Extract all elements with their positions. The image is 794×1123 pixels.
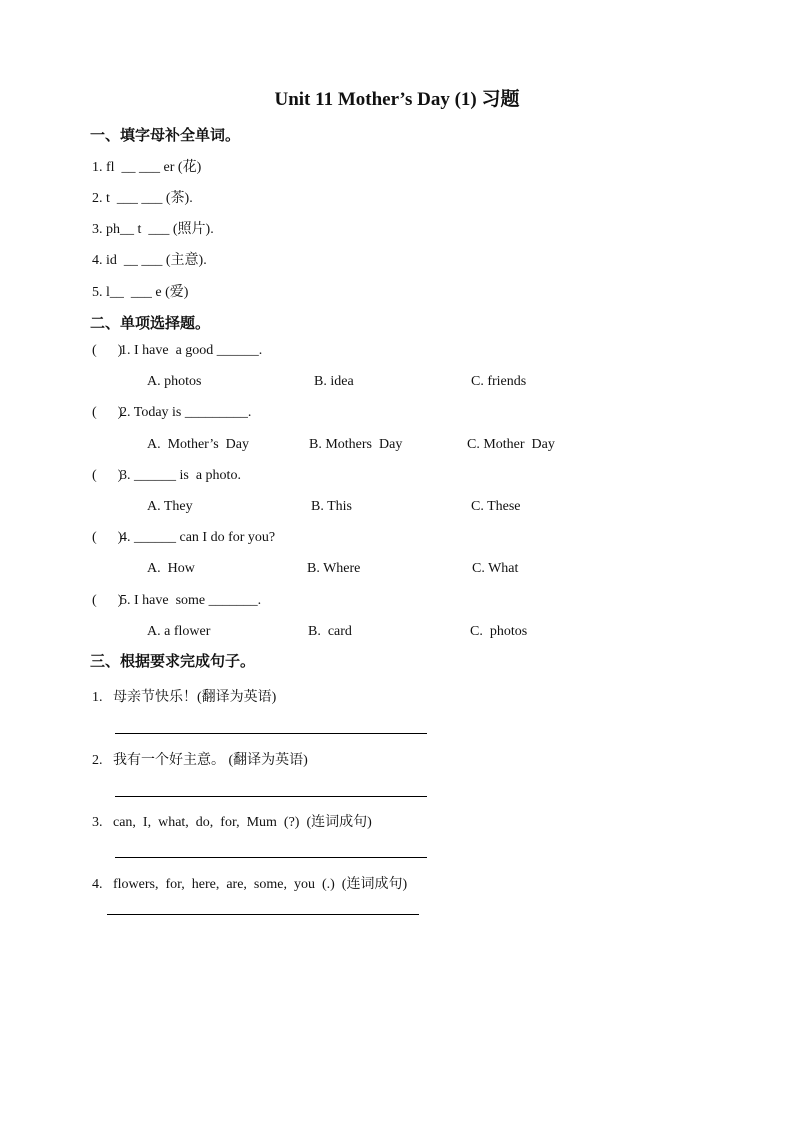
section-1-heading: 一、填字母补全单词。 (90, 128, 241, 144)
sentence-item-3: 3. can, I, what, do, for, Mum (?) (连词成句) (92, 815, 372, 830)
option-b: B. Where (307, 561, 361, 576)
option-a: A. Mother’s Day (147, 437, 250, 452)
answer-line-3[interactable] (115, 857, 427, 858)
fill-item-3: 3. ph__ t ___ (照片). (92, 222, 214, 237)
question-text: 3. ______ is a photo. (120, 468, 241, 483)
option-c: C. What (472, 561, 519, 576)
question-4 (92, 530, 275, 546)
option-c: C. These (471, 499, 521, 514)
option-b: B. card (308, 624, 352, 639)
option-c: C. Mother Day (467, 437, 555, 452)
answer-line-1[interactable] (115, 733, 427, 734)
option-a: A. How (147, 561, 195, 576)
fill-item-2: 2. t ___ ___ (茶). (92, 191, 193, 206)
sentence-item-4: 4. flowers, for, here, are, some, you (.) (连词成句) (92, 877, 408, 892)
page-title: Unit 11 Mother’s Day (1) 习题 (274, 89, 520, 110)
question-text: 1. I have a good ______. (120, 343, 263, 358)
option-b: B. This (311, 499, 352, 514)
answer-paren[interactable]: ( ) (92, 593, 123, 608)
option-a: A. a flower (147, 624, 211, 639)
question-text: 2. Today is _________. (120, 405, 252, 420)
answer-paren[interactable]: ( ) (92, 468, 123, 483)
answer-paren[interactable]: ( ) (92, 405, 123, 420)
section-3-heading: 三、根据要求完成句子。 (90, 654, 256, 670)
option-c: C. friends (471, 374, 527, 389)
sentence-item-2: 2. 我有一个好主意。 (翻译为英语) (92, 753, 308, 768)
fill-item-1: 1. fl __ ___ er (花) (92, 160, 202, 175)
answer-paren[interactable]: ( ) (92, 530, 123, 545)
sentence-item-1: 1. 母亲节快乐！(翻译为英语) (92, 690, 277, 705)
question-text: 5. I have some _______. (120, 593, 262, 608)
option-a: A. photos (147, 374, 202, 389)
question-1 (92, 343, 262, 359)
option-c: C. photos (470, 624, 528, 639)
question-text: 4. ______ can I do for you? (120, 530, 276, 545)
question-3 (92, 468, 241, 484)
fill-item-5: 5. l__ ___ e (爱) (92, 285, 189, 300)
fill-item-4: 4. id __ ___ (主意). (92, 253, 207, 268)
question-2 (92, 405, 251, 421)
answer-line-2[interactable] (115, 796, 427, 797)
option-b: B. Mothers Day (309, 437, 403, 452)
question-5 (92, 593, 261, 609)
option-a: A. They (147, 499, 193, 514)
section-2-heading: 二、单项选择题。 (90, 316, 211, 332)
answer-line-4[interactable] (107, 914, 419, 915)
option-b: B. idea (314, 374, 354, 389)
answer-paren[interactable]: ( ) (92, 343, 123, 358)
